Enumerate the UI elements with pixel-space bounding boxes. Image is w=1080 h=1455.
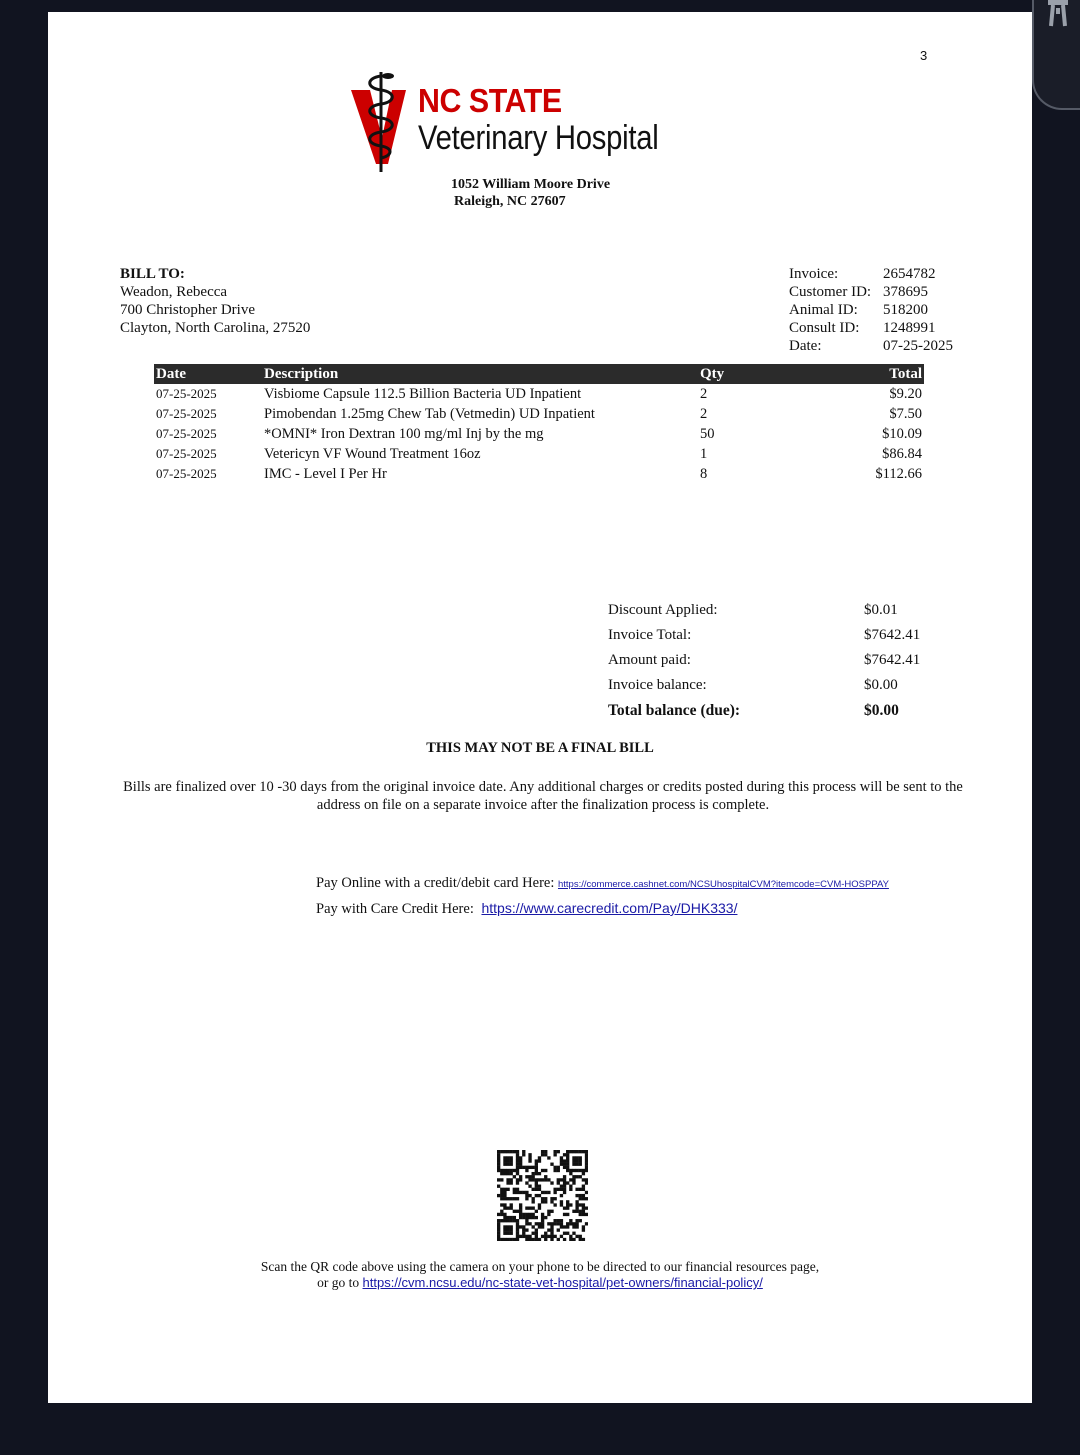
- cell-description: Pimobendan 1.25mg Chew Tab (Vetmedin) UD Inpatient: [264, 405, 595, 422]
- table-row: [154, 424, 924, 444]
- meta-label: Invoice:: [789, 266, 839, 282]
- cell-description: Vetericyn VF Wound Treatment 16oz: [264, 445, 481, 462]
- summary-value: $7642.41: [864, 652, 921, 668]
- page-number: 3: [920, 48, 928, 63]
- table-header-row: [154, 364, 924, 384]
- meta-value: 07-25-2025: [883, 338, 953, 354]
- summary-label: Invoice balance:: [608, 677, 707, 693]
- hospital-address-line1: 1052 William Moore Drive: [451, 177, 611, 192]
- table-row: [154, 384, 924, 404]
- cell-description: *OMNI* Iron Dextran 100 mg/ml Inj by the mg: [264, 425, 544, 442]
- pay-carecredit-link[interactable]: https://www.carecredit.com/Pay/DHK333/: [481, 900, 738, 916]
- meta-value: 1248991: [883, 320, 936, 336]
- meta-value: 378695: [883, 284, 928, 300]
- meta-row-customer-id: [789, 283, 953, 301]
- qr-instructions-line2: [48, 1275, 1032, 1291]
- cell-qty: 8: [700, 465, 708, 482]
- table-row: [154, 404, 924, 424]
- meta-row-date: [789, 337, 953, 355]
- meta-label: Animal ID:: [789, 302, 858, 318]
- summary-discount: [608, 598, 920, 623]
- notice-body: Bills are finalized over 10 -30 days from the original invoice date. Any additional charges or credits posted during this process will be sent to the address on file on a separate invoice after the finalization process is complete.: [123, 779, 963, 813]
- meta-value: 518200: [883, 302, 928, 318]
- accessibility-icon: [1042, 0, 1074, 32]
- summary-invoice-total: [608, 623, 920, 648]
- summary-invoice-balance: [608, 673, 920, 698]
- summary-label: Amount paid:: [608, 652, 691, 668]
- cell-date: 07-25-2025: [156, 426, 217, 441]
- cell-qty: 50: [700, 425, 715, 442]
- accessibility-button[interactable]: [1032, 0, 1080, 110]
- bill-to-city: Clayton, North Carolina, 27520: [120, 320, 311, 336]
- bill-to-block: [120, 265, 310, 337]
- cell-description: IMC - Level I Per Hr: [264, 465, 387, 482]
- bill-to-street: 700 Christopher Drive: [120, 302, 255, 318]
- pay-carecredit-label: Pay with Care Credit Here:: [316, 901, 474, 917]
- cell-total: $9.20: [889, 385, 922, 402]
- invoice-page: [48, 12, 1032, 1403]
- totals-summary: [608, 598, 920, 723]
- cell-date: 07-25-2025: [156, 386, 217, 401]
- meta-label: Consult ID:: [789, 320, 860, 336]
- financial-policy-link[interactable]: https://cvm.ncsu.edu/nc-state-vet-hospital/pet-owners/financial-policy/: [362, 1275, 763, 1290]
- summary-label: Discount Applied:: [608, 602, 718, 618]
- cell-date: 07-25-2025: [156, 466, 217, 481]
- line-items-table: [154, 364, 924, 484]
- summary-amount-paid: [608, 648, 920, 673]
- pay-online-line: [316, 875, 889, 892]
- meta-label: Customer ID:: [789, 284, 872, 300]
- logo-title: NC STATE: [418, 82, 562, 119]
- summary-value: $7642.41: [864, 627, 921, 643]
- summary-total-due: [608, 698, 920, 723]
- meta-label: Date:: [789, 338, 822, 354]
- meta-row-animal-id: [789, 301, 953, 319]
- cell-date: 07-25-2025: [156, 406, 217, 421]
- cell-date: 07-25-2025: [156, 446, 217, 461]
- cell-total: $10.09: [882, 425, 922, 442]
- hospital-address-line2: Raleigh, NC 27607: [454, 194, 566, 209]
- meta-row-consult-id: [789, 319, 953, 337]
- meta-row-invoice: [789, 265, 953, 283]
- header-qty: Qty: [698, 364, 822, 384]
- qr-code-image: [497, 1150, 588, 1241]
- meta-value: 2654782: [883, 266, 936, 282]
- summary-value: $0.00: [864, 677, 898, 693]
- bill-to-name: Weadon, Rebecca: [120, 284, 228, 300]
- cell-qty: 1: [700, 445, 708, 462]
- bill-to-heading: BILL TO:: [120, 266, 185, 282]
- summary-value: $0.01: [864, 602, 898, 618]
- qr-instructions-line1: Scan the QR code above using the camera on your phone to be directed to our financial resources page,: [260, 1259, 820, 1274]
- cell-total: $86.84: [882, 445, 922, 462]
- cell-total: $7.50: [889, 405, 922, 422]
- table-row: [154, 444, 924, 464]
- hospital-logo: [348, 68, 708, 178]
- header-total: Total: [822, 364, 924, 384]
- pay-online-link[interactable]: https://commerce.cashnet.com/NCSUhospitalCVM?itemcode=CVM-HOSPPAY: [557, 879, 889, 890]
- cell-qty: 2: [700, 405, 708, 422]
- cell-description: Visbiome Capsule 112.5 Billion Bacteria UD Inpatient: [264, 385, 582, 402]
- summary-label: Invoice Total:: [608, 627, 692, 643]
- summary-value: $0.00: [864, 701, 899, 719]
- notice-title: THIS MAY NOT BE A FINAL BILL: [426, 740, 654, 756]
- logo-subtitle: Veterinary Hospital: [418, 119, 659, 157]
- pay-online-label: Pay Online with a credit/debit card Here:: [316, 875, 555, 891]
- invoice-meta: [789, 265, 953, 355]
- summary-label: Total balance (due):: [608, 701, 741, 719]
- caduceus-v-icon: [348, 68, 418, 178]
- cell-qty: 2: [700, 385, 708, 402]
- qr-instructions: [48, 1259, 1032, 1291]
- table-row: [154, 464, 924, 484]
- cell-total: $112.66: [875, 465, 922, 482]
- header-description: Description: [262, 364, 698, 384]
- qr-code[interactable]: [497, 1150, 588, 1241]
- pay-carecredit-line: [316, 900, 737, 918]
- qr-instructions-prefix: or go to: [317, 1275, 360, 1290]
- header-date: Date: [154, 364, 262, 384]
